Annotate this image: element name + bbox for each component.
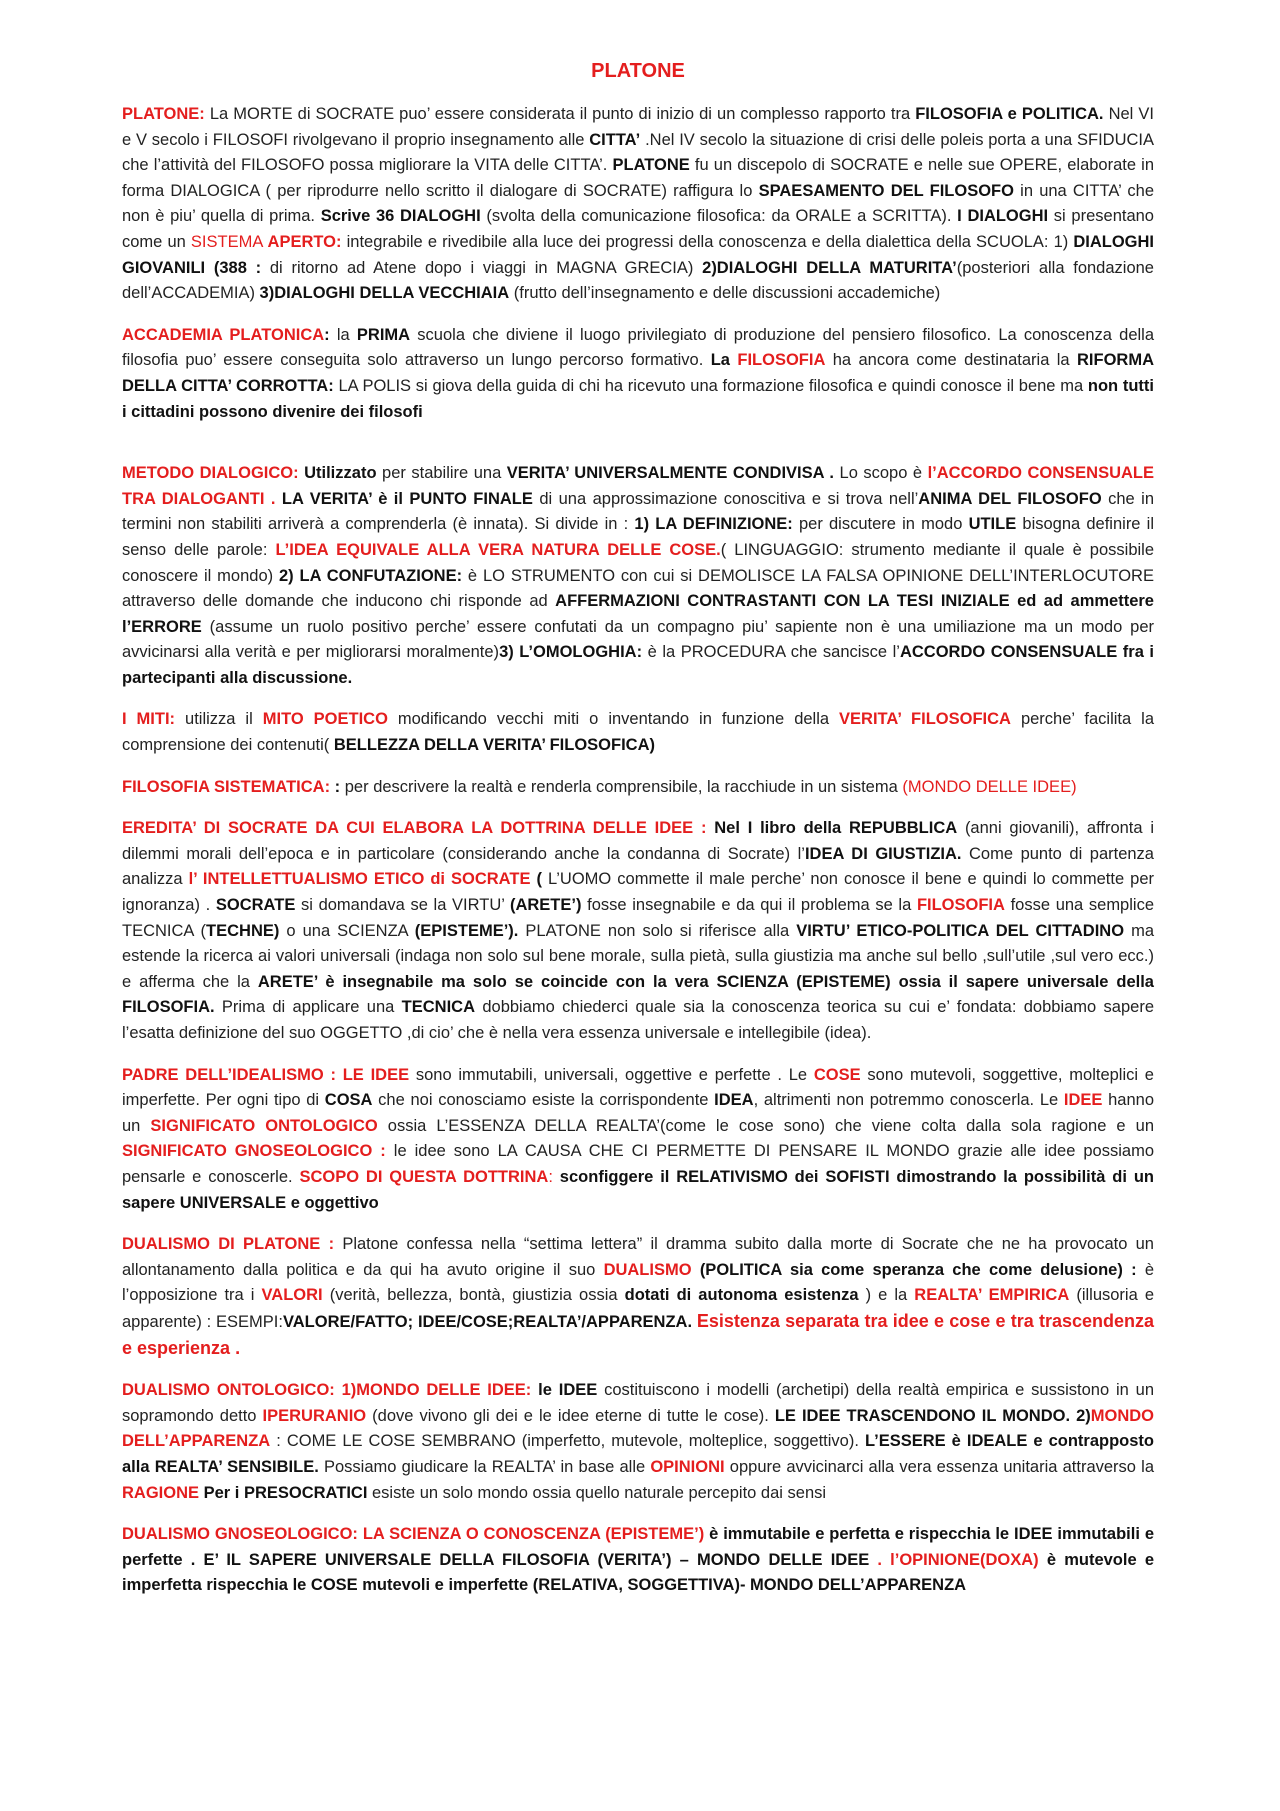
- text-run: è immutabile e perfetta e rispecchia le IDEE immutabili e perfette . E’ IL SAPERE UNIVERSALE DELLA FILOSOFIA (VERITA’) – MONDO DELLE IDEE: [122, 1525, 1154, 1569]
- text-run: integrabile e rivedibile alla luce dei progressi della conoscenza e della dialettica della SCUOLA: 1): [341, 232, 1074, 251]
- text-run: bisogna definire il senso delle parole:: [122, 515, 1154, 559]
- paragraph-eredita: [122, 816, 1154, 1046]
- text-run: DUALISMO GNOSEOLOGICO: LA SCIENZA O CONOSCENZA (EPISTEME’): [122, 1525, 705, 1544]
- text-run: (posteriori alla fondazione dell’ACCADEMIA): [122, 258, 1154, 303]
- text-run: .Nel IV secolo la situazione di crisi delle poleis porta a una SFIDUCIA che l’attività del FILOSOFO possa migliorare la VITA delle CITTA’.: [122, 130, 1155, 175]
- text-run: VALORE/FATTO; IDEE/COSE;REALTA’/APPARENZA.: [282, 1312, 693, 1331]
- text-run: DUALISMO ONTOLOGICO: 1)MONDO DELLE IDEE:: [122, 1381, 532, 1400]
- text-run: , altrimenti non potremmo conoscerla. Le: [753, 1091, 1064, 1110]
- text-run: per descrivere la realtà e renderla comprensibile, la racchiude in un sistema: [340, 777, 903, 796]
- text-run: si presentano come un: [122, 207, 1154, 251]
- text-run: esiste un solo mondo ossia quello naturale percepito dai sensi: [367, 1483, 827, 1502]
- text-run: sono mutevoli, soggettive, molteplici e imperfette. Per ogni tipo di: [122, 1065, 1154, 1110]
- text-run: VERITA’ FILOSOFICA: [839, 710, 1011, 729]
- text-run: si domandava se la VIRTU’: [295, 896, 510, 915]
- text-run: Nel I libro della REPUBBLICA: [706, 819, 958, 838]
- text-run: ) e la: [858, 1286, 915, 1305]
- text-run: 3)DIALOGHI DELLA VECCHIAIA: [259, 284, 510, 303]
- text-run: OPINIONI: [650, 1457, 725, 1476]
- text-run: sconfiggere il RELATIVISMO dei SOFISTI dimostrando la possibilità di un sapere UNIVERSALE e oggettivo: [122, 1167, 1154, 1212]
- text-run: la: [329, 325, 357, 344]
- paragraph-platone: [122, 102, 1154, 307]
- paragraph-gnoseologico: [122, 1522, 1154, 1599]
- text-run: DUALISMO: [603, 1260, 692, 1279]
- text-run: Platone confessa nella “settima lettera” il dramma subito dalla morte di Socrate che ne ha provocato un allontanamento dalla politica e da qui ha avuto origine il suo: [122, 1235, 1154, 1279]
- paragraph-metodo: [122, 461, 1154, 691]
- text-run: Lo scopo è: [834, 464, 928, 483]
- text-run: TECHNE): [206, 921, 280, 940]
- text-run: fu un discepolo di SOCRATE e nelle sue OPERE, elaborate in forma DIALOGICA ( per riprodurre nello scritto il dialogare di SOCRATE) raffigura lo: [122, 156, 1154, 200]
- text-run: l’ INTELLETTUALISMO ETICO di SOCRATE: [188, 870, 531, 889]
- document-body: [122, 102, 1154, 1599]
- text-run: DUALISMO DI PLATONE :: [122, 1235, 335, 1254]
- paragraph-miti: [122, 707, 1154, 758]
- text-run: è l’opposizione tra i: [122, 1260, 1155, 1305]
- text-run: costituiscono i modelli (archetipi) della realtà empirica e sussistono in un sopramondo detto: [122, 1381, 1154, 1425]
- text-run: ANIMA DEL FILOSOFO: [918, 489, 1102, 508]
- text-run: RAGIONE: [122, 1483, 200, 1502]
- text-run: SCOPO DI QUESTA DOTTRINA: [299, 1167, 549, 1186]
- text-run: (assume un ruolo positivo perche’ essere confutati da un compagno piu’ sapiente non è una umiliazione ma un modo per avvicinarsi alla verità e per migliorarsi moralmente): [122, 617, 1154, 662]
- text-run: (EPISTEME’).: [414, 921, 519, 940]
- text-run: Esistenza separata tra idee e cose e tra trascendenza e esperienza .: [122, 1310, 1154, 1358]
- text-run: Come punto di partenza analizza: [122, 844, 1154, 889]
- text-run: che in termini non stabiliti arriverà a comprenderla (è innata). Si divide in :: [122, 489, 1154, 534]
- text-run: le idee sono LA CAUSA CHE CI PERMETTE DI PENSARE IL MONDO grazie alle idee possiamo pensarle e conoscerle.: [122, 1142, 1154, 1186]
- text-run: CITTA’: [589, 130, 641, 149]
- text-run: Nel VI e V secolo i FILOSOFI rivolgevano il proprio insegnamento alle: [122, 105, 1154, 149]
- text-run: ( LINGUAGGIO: strumento mediante il quale è possibile conoscere il mondo): [122, 540, 1154, 585]
- text-run: (ARETE’): [509, 896, 582, 915]
- text-run: SPAESAMENTO DEL FILOSOFO: [758, 181, 1014, 200]
- text-run: LA POLIS si giova della guida di chi ha ricevuto una formazione filosofica e quindi conosce il bene ma: [333, 376, 1088, 395]
- text-run: è la PROCEDURA che sancisce l’: [642, 643, 900, 662]
- text-run: PLATONE: [612, 156, 690, 175]
- text-run: (POLITICA sia come speranza che come delusione) :: [691, 1260, 1137, 1279]
- text-run: Scrive 36 DIALOGHI: [320, 207, 481, 226]
- text-run: per discutere in modo: [792, 515, 969, 534]
- text-run: 2)DIALOGHI DELLA MATURITA’: [702, 258, 957, 277]
- text-run: MITO POETICO: [262, 710, 388, 729]
- paragraph-dualismo: [122, 1232, 1154, 1362]
- text-run: COSE: [813, 1065, 861, 1084]
- text-run: ossia L’ESSENZA DELLA REALTA’(come le cose sono) che viene colta dalla sola ragione e un: [377, 1116, 1154, 1135]
- text-run: (illusoria e apparente) : ESEMPI:: [122, 1286, 1155, 1331]
- text-run: fosse una semplice TECNICA (: [122, 896, 1154, 940]
- text-run: (: [530, 870, 548, 889]
- text-run: utilizza il: [175, 710, 263, 729]
- text-run: :: [330, 777, 341, 796]
- text-run: scuola che diviene il luogo privilegiato di produzione del pensiero filosofico. La conoscenza della filosofia puo’ essere conseguita solo attraverso un lungo percorso formativo.: [122, 325, 1155, 370]
- text-run: APERTO:: [267, 232, 342, 251]
- text-run: è LO STRUMENTO con cui si DEMOLISCE LA FALSA OPINIONE DELL’INTERLOCUTORE attraverso delle domande che inducono chi risponde ad: [122, 566, 1154, 611]
- text-run: ACCADEMIA PLATONICA: [122, 325, 325, 344]
- text-run: (verità, bellezza, bontà, giustizia ossia: [322, 1286, 625, 1305]
- text-run: Possiamo giudicare la REALTA’ in base alle: [318, 1457, 651, 1476]
- text-run: REALTA’ EMPIRICA: [914, 1286, 1070, 1305]
- text-run: modificando vecchi miti o inventando in funzione della: [387, 710, 840, 729]
- text-run: LA VERITA’ è il PUNTO FINALE: [275, 489, 533, 508]
- text-run: le IDEE: [531, 1381, 598, 1400]
- text-run: SOCRATE: [215, 896, 296, 915]
- text-run: RIFORMA DELLA CITTA’ CORROTTA:: [122, 351, 1154, 395]
- text-run: . l’OPINIONE(DOXA): [869, 1550, 1039, 1569]
- text-run: VERITA’ UNIVERSALMENTE CONDIVISA .: [506, 464, 835, 483]
- text-run: :: [324, 325, 330, 344]
- text-run: o una SCIENZA: [279, 921, 415, 940]
- text-run: 3) L’OMOLOGHIA:: [499, 643, 643, 662]
- text-run: perche’ facilita la comprensione dei contenuti(: [122, 710, 1154, 755]
- text-run: EREDITA’ DI SOCRATE DA CUI ELABORA LA DOTTRINA DELLE IDEE :: [122, 819, 707, 838]
- text-run: SIGNIFICATO GNOSEOLOGICO :: [122, 1142, 386, 1161]
- text-run: La MORTE di SOCRATE puo’ essere considerata il punto di inizio di un complesso rapporto tra: [204, 105, 916, 123]
- text-run: VALORI: [261, 1286, 323, 1305]
- text-run: ACCORDO CONSENSUALE fra i partecipanti alla discussione.: [122, 643, 1154, 687]
- text-run: : COME LE COSE SEMBRANO (imperfetto, mutevole, molteplice, soggettivo).: [270, 1432, 865, 1451]
- text-run: (MONDO DELLE IDEE: [902, 777, 1072, 796]
- text-run: UTILE: [968, 515, 1017, 534]
- text-run: l’ACCORDO CONSENSUALE TRA DIALOGANTI .: [122, 464, 1155, 508]
- text-run: PADRE DELL’IDEALISMO : LE IDEE: [122, 1065, 410, 1084]
- text-run: SIGNIFICATO ONTOLOGICO: [150, 1116, 378, 1135]
- text-run: IDEE: [1063, 1091, 1103, 1110]
- text-run: sono immutabili, universali, oggettive e perfette . Le: [409, 1065, 814, 1084]
- text-run: (dove vivono gli dei e le idee eterne di tutte le cose).: [366, 1406, 775, 1425]
- text-run: L’UOMO commette il male perche’ non conosce il bene e quindi lo commette per ignoranza) .: [122, 870, 1154, 915]
- text-run: La: [710, 351, 730, 370]
- text-run: MONDO DELL’APPARENZA: [122, 1406, 1155, 1451]
- text-run: in una CITTA’ che non è piu’ quella di prima.: [122, 181, 1154, 226]
- text-run: Prima di applicare una: [214, 998, 402, 1017]
- text-run: FILOSOFIA: [737, 351, 826, 370]
- text-run: SISTEMA: [190, 232, 263, 251]
- text-run: FILOSOFIA: [916, 896, 1005, 915]
- text-run: L’ESSERE è IDEALE e contrapposto alla REALTA’ SENSIBILE.: [122, 1432, 1154, 1476]
- text-run: VIRTU’ ETICO-POLITICA DEL CITTADINO: [796, 921, 1125, 940]
- text-run: oppure avvicinarci alla vera essenza unitaria attraverso la: [724, 1457, 1154, 1476]
- paragraph-sistematica: [122, 775, 1154, 801]
- text-run: (svolta della comunicazione filosofica: da ORALE a SCRITTA).: [480, 207, 958, 226]
- text-run: ma estende la ricerca ai valori universali (indaga non solo sul bene morale, sulla pietà, sulla giustizia ma anche sul bello ,sull’utile ,sul vero ecc.) e afferma che la: [122, 921, 1154, 991]
- paragraph-accademia: [122, 323, 1154, 425]
- text-run: FILOSOFIA e POLITICA.: [915, 105, 1104, 123]
- text-run: L’IDEA EQUIVALE ALLA VERA NATURA DELLE COSE.: [275, 540, 721, 559]
- text-run: 1) LA DEFINIZIONE:: [634, 515, 793, 534]
- text-run: Per i PRESOCRATICI: [199, 1483, 368, 1502]
- text-run: FILOSOFIA SISTEMATICA:: [122, 777, 331, 796]
- text-run: è mutevole e imperfetta rispecchia le COSE mutevoli e imperfette (RELATIVA, SOGGETTIVA)- MONDO DELL’APPARENZA: [122, 1550, 1154, 1595]
- text-run: per stabilire una: [376, 464, 507, 483]
- text-run: LE IDEE TRASCENDONO IL MONDO. 2): [774, 1406, 1091, 1425]
- text-run: non tutti i cittadini possono divenire dei filosofi: [122, 376, 1154, 421]
- text-run: BELLEZZA DELLA VERITA’ FILOSOFICA): [333, 736, 656, 755]
- text-run: I DIALOGHI: [957, 207, 1049, 226]
- text-run: PRIMA: [356, 325, 411, 344]
- text-run: IPERURANIO: [262, 1406, 367, 1425]
- text-run: (anni giovanili), affronta i dilemmi morali dell’epoca e in particolare (considerando anche la condanna di Socrate) l’: [122, 819, 1155, 863]
- text-run: METODO DIALOGICO:: [122, 464, 299, 483]
- text-run: che noi conosciamo esiste la corrispondente: [372, 1091, 715, 1110]
- paragraph-idealismo: [122, 1063, 1154, 1217]
- text-run: :: [548, 1167, 553, 1186]
- text-run: ): [1071, 777, 1077, 796]
- text-run: hanno un: [122, 1091, 1154, 1135]
- text-run: I MITI:: [122, 710, 176, 729]
- text-run: AFFERMAZIONI CONTRASTANTI CON LA TESI INIZIALE ed ad ammettere l’ERRORE: [122, 592, 1154, 636]
- text-run: IDEA DI GIUSTIZIA.: [804, 844, 962, 863]
- text-run: ARETE’ è insegnabile ma solo se coincide con la vera SCIENZA (EPISTEME) ossia il sapere universale della FILOSOFIA.: [122, 972, 1154, 1017]
- text-run: dotati di autonoma esistenza: [624, 1286, 859, 1305]
- text-run: IDEA: [714, 1091, 754, 1110]
- text-run: di ritorno ad Atene dopo i viaggi in MAGNA GRECIA): [261, 258, 703, 277]
- text-run: COSA: [324, 1091, 373, 1110]
- text-run: di una approssimazione conoscitiva e si trova nell’: [532, 489, 919, 508]
- text-run: 2) LA CONFUTAZIONE:: [278, 566, 463, 585]
- text-run: Utilizzato: [298, 464, 377, 483]
- text-run: PLATONE non solo si riferisce alla: [518, 921, 797, 940]
- text-run: (frutto dell’insegnamento e delle discussioni accademiche): [509, 284, 941, 303]
- text-run: DIALOGHI GIOVANILI (388 :: [122, 232, 1155, 277]
- text-run: fosse insegnabile e da qui il problema se la: [581, 896, 917, 915]
- text-run: dobbiamo chiederci quale sia la conoscenza teorica su cui e’ fondata: dobbiamo sapere l’esatta definizione del suo OGGETTO ,di cio’ che è nella vera essenza universale e intellegibile (idea).: [122, 998, 1154, 1042]
- text-run: TECNICA: [401, 998, 476, 1017]
- text-run: PLATONE:: [122, 105, 205, 123]
- page-title: PLATONE: [591, 60, 685, 82]
- text-run: ha ancora come destinataria la: [825, 351, 1077, 370]
- paragraph-ontologico: [122, 1378, 1154, 1506]
